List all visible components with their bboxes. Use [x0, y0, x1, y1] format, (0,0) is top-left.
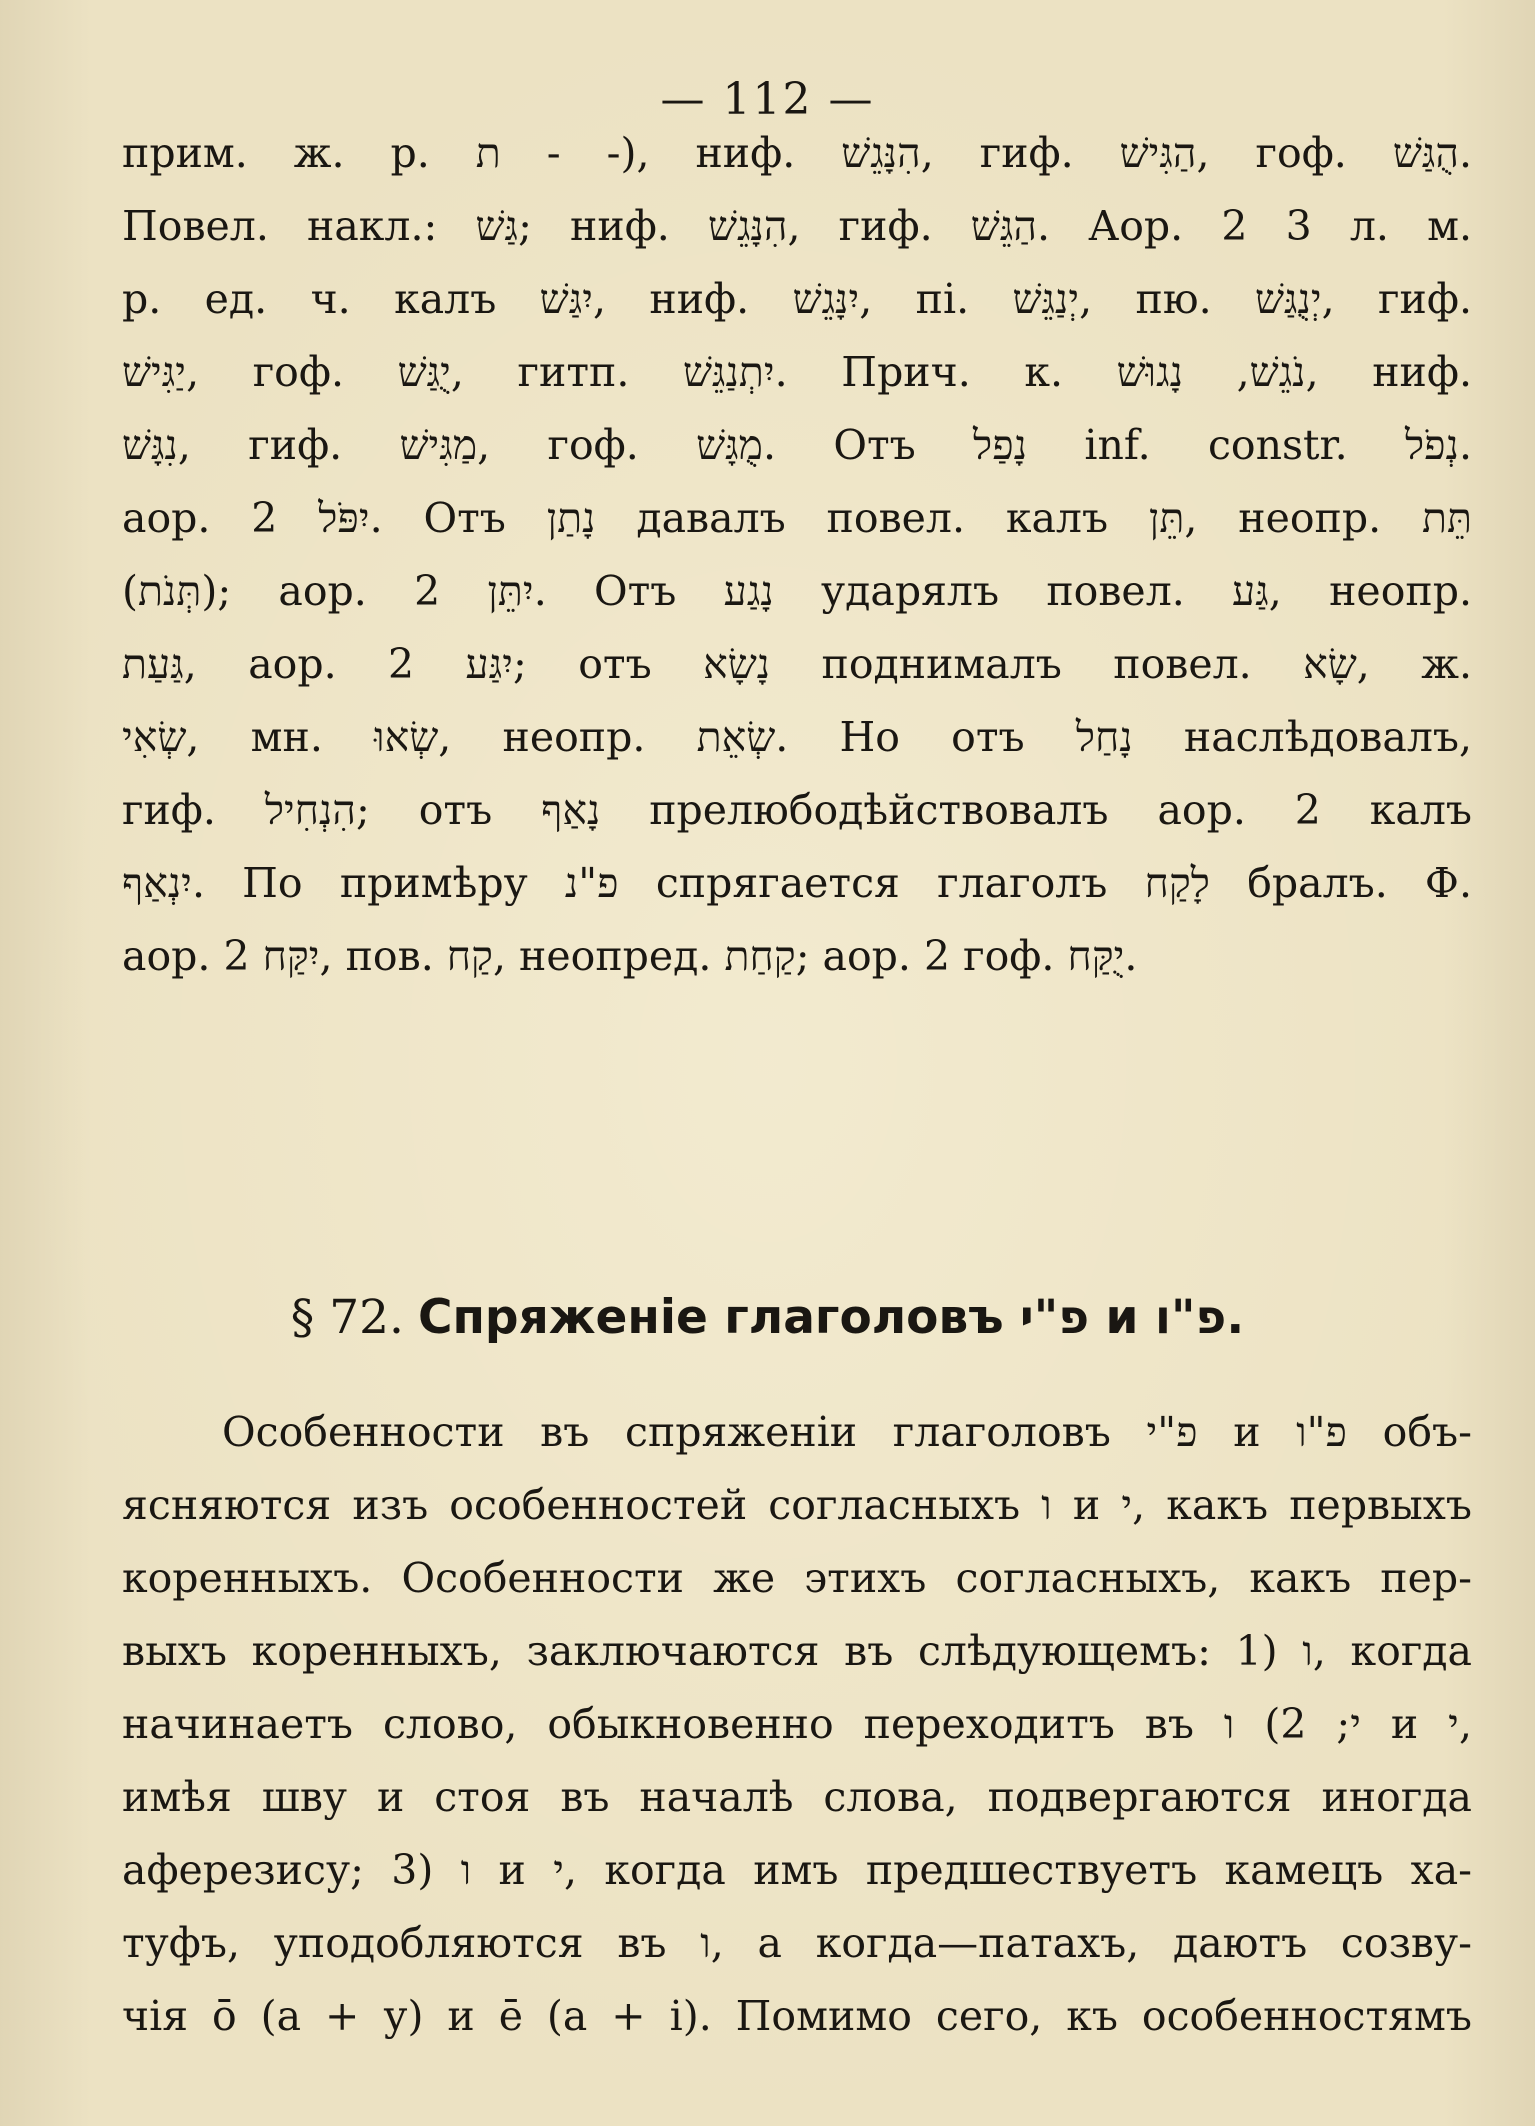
text-line: коренныхъ. Особенности же этихъ согласныхъ, какъ пер- [122, 1554, 1472, 1602]
section-number: § 72. [290, 1290, 404, 1345]
text-line: аферезису; 3) ו и י, когда имъ предшествуетъ камецъ ха- [122, 1846, 1472, 1894]
text-line: גַּעַת, аор. 2 יִגַּע; отъ נָשָׂא поднималъ повел. שָׂא, ж. [122, 640, 1472, 688]
section-title: Спряженіе глаголовъ פ"י и פ"ו. [417, 1290, 1245, 1345]
text-line: Повел. накл.: גַּשׁ; ниф. הִנָּגֵשׁ, гиф. הַגֵּשׁ. Аор. 2 3 л. м. [122, 202, 1472, 250]
text-line: начинаетъ слово, обыкновенно переходитъ въ י; 2) ו и י, [122, 1700, 1472, 1748]
text-line: שְׂאִי, мн. שְׂאוּ, неопр. שְׂאֵת. Но отъ נָחַל наслѣдовалъ, [122, 713, 1472, 761]
paragraph-first-line: Особенности въ спряженіи глаголовъ פ"י и פ"ו объ- [222, 1408, 1472, 1456]
text-line: р. ед. ч. калъ יִגַּשׁ, ниф. יִנָּגֵשׁ, пі. יְנַגֵּשׁ, пю. יְנֻגַּשׁ, гиф. [122, 275, 1472, 323]
text-line: аор. 2 יִפֹּל. Отъ נָתַן давалъ повел. калъ תֵּן, неопр. תֵּת [122, 494, 1472, 542]
text-line: имѣя шву и стоя въ началѣ слова, подвергаются иногда [122, 1773, 1472, 1821]
text-line: ясняются изъ особенностей согласныхъ ו и י, какъ первыхъ [122, 1481, 1472, 1529]
page-number: — 112 — [660, 74, 875, 125]
text-line: прим. ж. р. ת ‑ ‑), ниф. הִנָּגֵשׁ, гиф. הַגִּישׁ, гоф. הֻגַּשׁ. [122, 129, 1472, 177]
section-heading [0, 1283, 1535, 1353]
text-line: נִגָּשׁ, гиф. מַגִּישׁ, гоф. מֻגָּשׁ. Отъ נָפַל inf. constr. נְפֹל. [122, 421, 1472, 469]
text-line: аор. 2 יִקַּח, пов. קַח, неопред. קַחַת; аор. 2 гоф. יֻקַּח. [122, 932, 1138, 980]
text-line: יַגִּישׁ, гоф. יֻגַּשׁ, гитп. יִתְנַגֵּשׁ. Прич. к. נֹגֵשׁ, נָגוּשׁ, ниф. [122, 348, 1472, 396]
text-line: чія ō (a + у) и ē (a + і). Помимо сего, къ особенностямъ [122, 1992, 1472, 2040]
text-line: (תְּנֹת); аор. 2 יִתֵּן. Отъ נָגַע ударялъ повел. גַּע, неопр. [122, 567, 1472, 615]
text-line: יִנְאַף. По примѣру פ"נ спрягается глаголъ לָקַח бралъ. Ф. [122, 859, 1472, 907]
text-line: выхъ коренныхъ, заключаются въ слѣдующемъ: 1) ו, когда [122, 1627, 1472, 1675]
text-line: туфъ, уподобляются въ ו, а когда—патахъ, даютъ созву- [122, 1919, 1472, 1967]
text-line: гиф. הִנְחִיל; отъ נָאַף прелюбодѣйствовалъ аор. 2 калъ [122, 786, 1472, 834]
